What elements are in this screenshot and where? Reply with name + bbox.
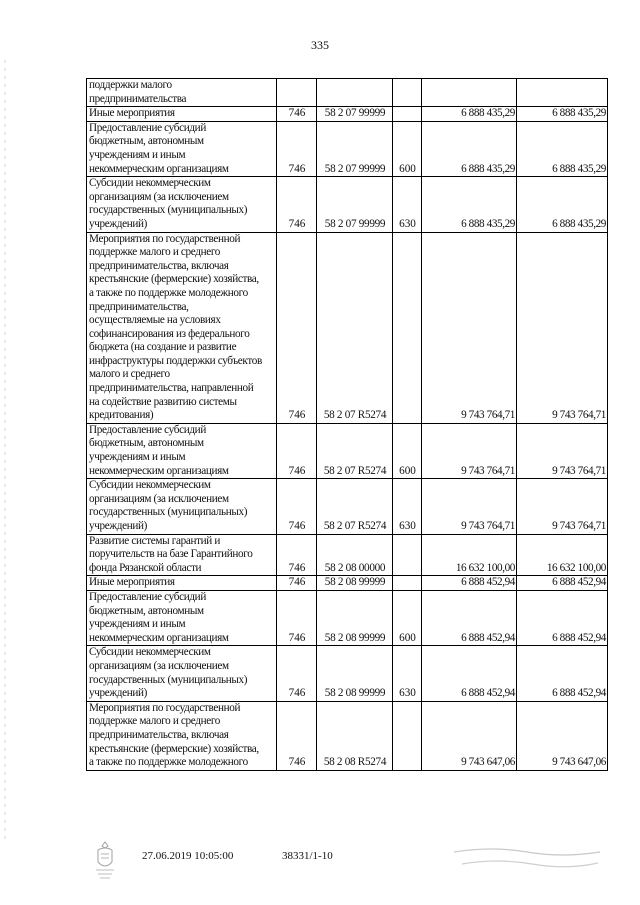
grbs-code-cell: 746 <box>277 107 317 122</box>
amount-cell: 9 743 764,71 <box>422 479 517 534</box>
item-name-line: организациям (за исключением <box>89 659 229 672</box>
item-name-line: Предоставление субсидий <box>89 121 206 134</box>
amount-cell: 9 743 764,71 <box>517 232 608 423</box>
item-name-line: Предоставление субсидий <box>89 423 206 436</box>
amount-cell <box>422 79 517 107</box>
amount-cell: 9 743 764,71 <box>422 232 517 423</box>
expense-type-cell: 630 <box>393 479 422 534</box>
item-name-line: учреждений) <box>89 520 148 532</box>
item-name-line: организациям (за исключением <box>89 190 229 203</box>
item-name-line: поддержке малого и среднего <box>89 715 221 728</box>
target-article-cell: 58 2 08 R5274 <box>317 701 393 770</box>
item-name-cell <box>87 590 277 645</box>
item-name-cell <box>87 121 277 176</box>
table-row <box>87 423 608 478</box>
amount-cell: 6 888 452,94 <box>517 576 608 591</box>
expense-type-cell: 600 <box>393 423 422 478</box>
amount-cell: 6 888 435,29 <box>422 107 517 122</box>
expense-type-cell <box>393 534 422 576</box>
target-article-cell: 58 2 07 99999 <box>317 177 393 232</box>
grbs-code-cell: 746 <box>277 177 317 232</box>
amount-cell: 9 743 764,71 <box>517 479 608 534</box>
item-name-cell <box>87 479 277 534</box>
table-row <box>87 107 608 122</box>
item-name-line: государственных (муниципальных) <box>89 506 248 519</box>
item-name-line: Иные мероприятия <box>89 107 175 120</box>
item-name-cell <box>87 79 277 107</box>
expense-type-cell <box>393 232 422 423</box>
item-name-line: крестьянские (фермерские) хозяйства, <box>89 273 259 286</box>
item-name-line: поддержки малого <box>89 79 172 91</box>
grbs-code-cell: 746 <box>277 534 317 576</box>
grbs-code-cell: 746 <box>277 479 317 534</box>
target-article-cell: 58 2 08 99999 <box>317 646 393 701</box>
amount-cell: 9 743 764,71 <box>422 423 517 478</box>
amount-cell: 6 888 452,94 <box>422 590 517 645</box>
table-row <box>87 646 608 701</box>
table-row <box>87 701 608 770</box>
table-row <box>87 79 608 107</box>
item-name-cell <box>87 232 277 423</box>
item-name-line: предпринимательства, <box>89 300 189 313</box>
page-number: 335 <box>311 38 329 52</box>
amount-cell: 9 743 764,71 <box>517 423 608 478</box>
item-name-line: учреждений) <box>89 217 148 230</box>
amount-cell <box>517 79 608 107</box>
item-name-line: некоммерческим организациям <box>89 162 229 175</box>
footer-document-number: 38331/1-10 <box>282 850 333 862</box>
item-name-line: предпринимательства, направленной <box>89 382 254 395</box>
scan-edge-mark <box>4 60 6 840</box>
expense-type-cell <box>393 576 422 591</box>
amount-cell: 6 888 452,94 <box>422 576 517 591</box>
item-name-line: учреждений) <box>89 687 148 700</box>
item-name-line: а также по поддержке молодежного <box>89 756 248 769</box>
item-name-line: софинансирования из федерального <box>89 327 250 340</box>
registration-stamp <box>452 844 602 870</box>
budget-table-body <box>87 79 608 771</box>
item-name-line: фонда Рязанской области <box>89 561 202 574</box>
amount-cell: 9 743 647,06 <box>517 701 608 770</box>
item-name-line: осуществляемые на условиях <box>89 314 221 327</box>
item-name-line: государственных (муниципальных) <box>89 673 248 686</box>
target-article-cell: 58 2 08 99999 <box>317 590 393 645</box>
expense-type-cell <box>393 107 422 122</box>
target-article-cell: 58 2 07 99999 <box>317 121 393 176</box>
target-article-cell: 58 2 07 R5274 <box>317 423 393 478</box>
expense-type-cell <box>393 701 422 770</box>
grbs-code-cell: 746 <box>277 121 317 176</box>
grbs-code-cell: 746 <box>277 590 317 645</box>
expense-type-cell: 600 <box>393 121 422 176</box>
grbs-code-cell: 746 <box>277 232 317 423</box>
amount-cell: 16 632 100,00 <box>517 534 608 576</box>
budget-table <box>86 78 608 771</box>
item-name-line: предпринимательства <box>89 92 187 105</box>
table-row <box>87 534 608 576</box>
table-row <box>87 479 608 534</box>
target-article-cell <box>317 79 393 107</box>
item-name-line: Субсидии некоммерческим <box>89 177 211 190</box>
item-name-line: Субсидии некоммерческим <box>89 646 211 659</box>
item-name-line: учреждениям и иным <box>89 618 186 631</box>
amount-cell: 16 632 100,00 <box>422 534 517 576</box>
item-name-line: на содействие развитию системы <box>89 395 237 408</box>
item-name-cell <box>87 423 277 478</box>
table-row <box>87 177 608 232</box>
grbs-code-cell: 746 <box>277 646 317 701</box>
item-name-line: некоммерческим организациям <box>89 464 229 477</box>
amount-cell: 6 888 435,29 <box>517 107 608 122</box>
item-name-line: бюджетным, автономным <box>89 604 204 617</box>
item-name-line: Субсидии некоммерческим <box>89 479 211 492</box>
item-name-line: учреждениям и иным <box>89 451 186 464</box>
item-name-cell <box>87 701 277 770</box>
amount-cell: 9 743 647,06 <box>422 701 517 770</box>
target-article-cell: 58 2 07 R5274 <box>317 479 393 534</box>
item-name-line: учреждениям и иным <box>89 148 186 161</box>
amount-cell: 6 888 452,94 <box>517 646 608 701</box>
expense-type-cell: 630 <box>393 646 422 701</box>
table-row <box>87 590 608 645</box>
expense-type-cell <box>393 79 422 107</box>
item-name-line: Развитие системы гарантий и <box>89 534 220 547</box>
grbs-code-cell: 746 <box>277 576 317 591</box>
item-name-line: организациям (за исключением <box>89 492 229 505</box>
item-name-line: Предоставление субсидий <box>89 590 206 603</box>
item-name-line: поддержке малого и среднего <box>89 246 221 259</box>
expense-type-cell: 630 <box>393 177 422 232</box>
amount-cell: 6 888 452,94 <box>422 646 517 701</box>
expense-type-cell: 600 <box>393 590 422 645</box>
footer-timestamp: 27.06.2019 10:05:00 <box>142 850 234 862</box>
item-name-line: поручительств на базе Гарантийного <box>89 548 253 561</box>
grbs-code-cell: 746 <box>277 423 317 478</box>
item-name-line: малого и среднего <box>89 368 170 381</box>
item-name-line: государственных (муниципальных) <box>89 204 248 217</box>
target-article-cell: 58 2 08 00000 <box>317 534 393 576</box>
item-name-line: Мероприятия по государственной <box>89 232 241 245</box>
target-article-cell: 58 2 07 R5274 <box>317 232 393 423</box>
item-name-line: крестьянские (фермерские) хозяйства, <box>89 742 259 755</box>
table-row <box>87 121 608 176</box>
item-name-line: а также по поддержке молодежного <box>89 286 248 299</box>
table-row <box>87 232 608 423</box>
item-name-line: некоммерческим организациям <box>89 631 229 644</box>
item-name-line: бюджетным, автономным <box>89 135 204 148</box>
item-name-line: инфраструктуры поддержки субъектов <box>89 354 262 367</box>
table-row <box>87 576 608 591</box>
item-name-line: предпринимательства, включая <box>89 259 229 272</box>
amount-cell: 6 888 435,29 <box>422 121 517 176</box>
item-name-line: Иные мероприятия <box>89 576 175 589</box>
amount-cell: 6 888 452,94 <box>517 590 608 645</box>
amount-cell: 6 888 435,29 <box>517 177 608 232</box>
item-name-cell <box>87 177 277 232</box>
amount-cell: 6 888 435,29 <box>517 121 608 176</box>
item-name-cell <box>87 107 277 122</box>
item-name-line: бюджетным, автономным <box>89 437 204 450</box>
target-article-cell: 58 2 07 99999 <box>317 107 393 122</box>
grbs-code-cell <box>277 79 317 107</box>
item-name-cell <box>87 646 277 701</box>
item-name-cell <box>87 534 277 576</box>
target-article-cell: 58 2 08 99999 <box>317 576 393 591</box>
grbs-code-cell: 746 <box>277 701 317 770</box>
item-name-line: бюджета (на создание и развитие <box>89 341 237 354</box>
item-name-line: Мероприятия по государственной <box>89 701 241 714</box>
item-name-line: кредитования) <box>89 409 154 422</box>
item-name-cell <box>87 576 277 591</box>
amount-cell: 6 888 435,29 <box>422 177 517 232</box>
item-name-line: предпринимательства, включая <box>89 728 229 741</box>
